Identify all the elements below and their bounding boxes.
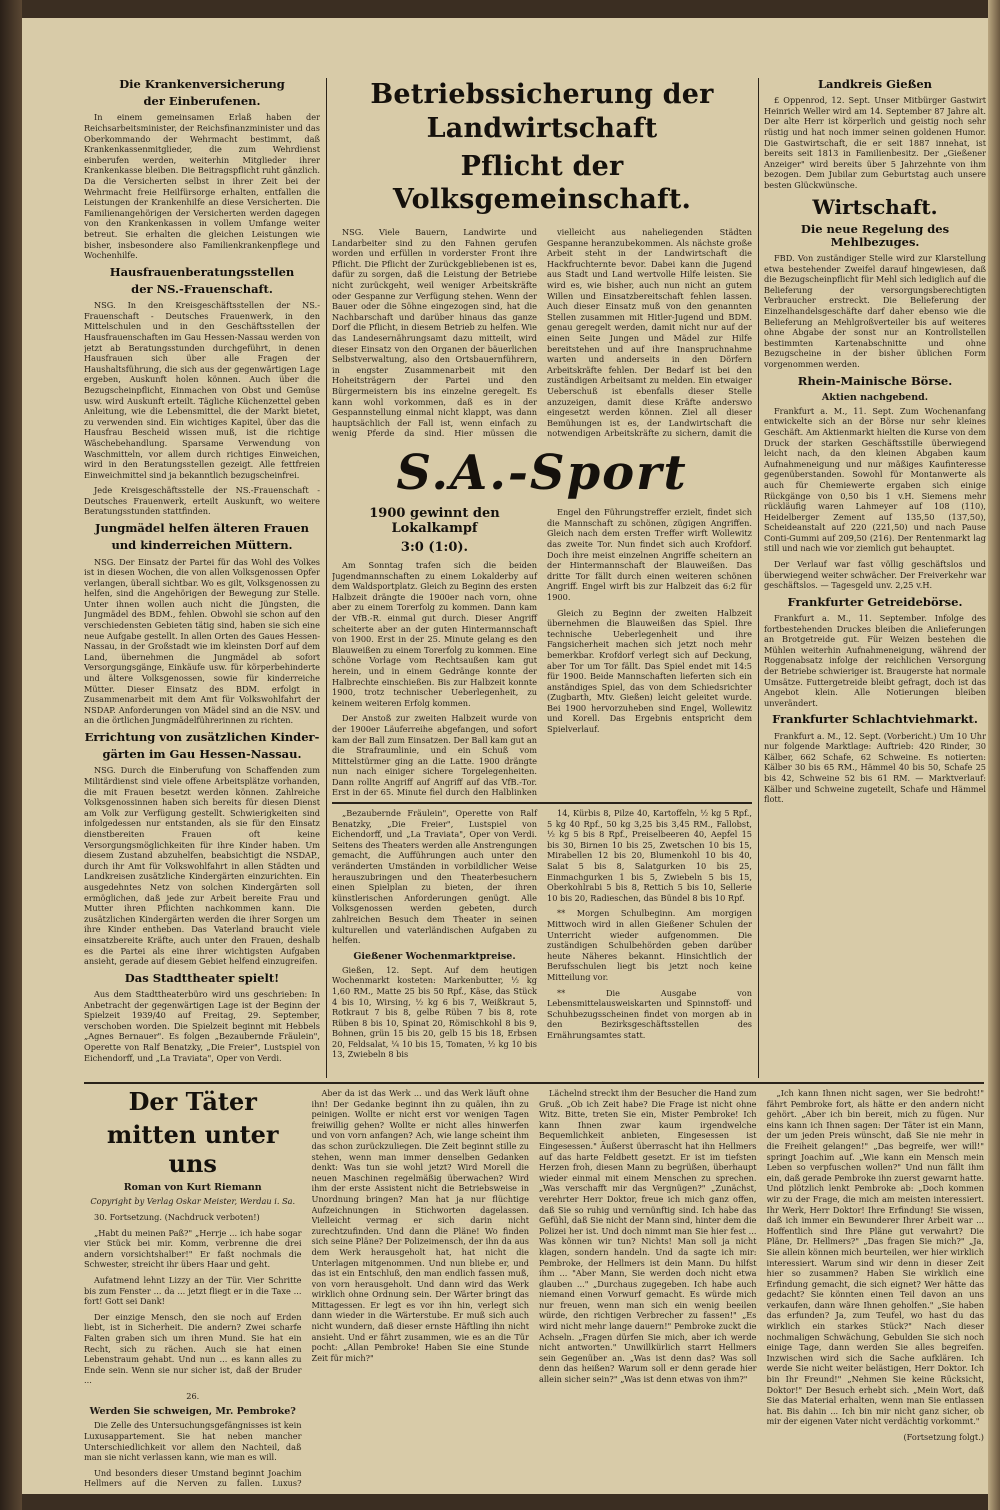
county-text: £ Oppenrod, 12. Sept. Unser Mitbürger Gastwirt Heinrich Weller wird am 14. September 87 Jahre alt. Der alte Herr ist körperlich und geistig noch sehr rüstig und hat noch immer seinen goldenen Humor. Die Gastwirtschaft, die er seit 1887 innehat, ist bereits seit 1813 in Familienbesitz. Der „Gießener Anzeiger" wird bereits über 5 Jahrzehnte von ihm bezogen. Dem Jubilar zum Geburtstag auch unsere besten Glückwünsche.	[764, 95, 986, 190]
column-rule	[758, 78, 759, 1078]
page-edge-right	[988, 0, 1000, 1510]
novel-column-2	[312, 1088, 530, 1488]
market-text: Gießen, 12. Sept. Auf dem heutigen Wochenmarkt kosteten: Markenbutter, ½ kg 1,60 RM., Matte 25 bis 50 Rpf., Käse, das Stück 4 bis 10, Wirsing, ½ kg 6 bis 7, Weißkraut 5, Rotkraut 7 bis 8, gelbe Rüben 7 bis 8, rote Rüben 8 bis 10, Spinat 20, Römischkohl 8 bis 9, Bohnen, grün 15 bis 20, gelb 15 bis 18, Erbsen 20, Feldsalat, ¼ 10 bis 15, Tomaten, ½ kg 10 bis 13, Zwiebeln 8 bis	[332, 964, 537, 1060]
sport-score: 3:0 (1:0).	[400, 540, 469, 556]
headline-line2: und kinderreichen Müttern.	[111, 538, 293, 553]
article-text: NSG. In den Kreisgeschäftsstellen der NS.-Frauenschaft - Deutsches Frauenwerk, in den Mittelschulen und in den Geschäftsstellen der Hausfrauenschaften im Gau Hessen-Nassau werden von jetzt ab Beratungsstunden durchgeführt, in denen Hausfrauen sich über alle Fragen der Haushaltsführung, die sich aus der gegenwärtigen Lage ergeben, Auskunft holen können. Auch über die Bezugscheinpflicht, Einmachen von Obst und Gemüse usw. wird Auskunft erteilt. Tägliche Küchenzettel geben Anleitung, wie die Lebensmittel, die der Markt bietet, zu verwenden sind. Ein wichtiges Kapitel, über das die Hausfrau Bescheid wissen muß, ist die richtige Wäschebehandlung. Sparsame Verwendung von Waschmitteln, vor allem durch richtiges Einweichen, wird in den Beratungsstellen gezeigt. Alle fettfreien Einweichmittel sind ja bekanntlich bezugscheinfrei.	[84, 300, 320, 480]
article-text: In einem gemeinsamen Erlaß haben der Reichsarbeitsminister, der Reichsfinanzminister und das Oberkommando der Wehrmacht bestimmt, daß Krankenkassenmitglieder, die zum Wehrdienst einberufen werden, weiterhin Mitglieder ihrer Krankenkasse bleiben. Die Beitragspflicht ruht gänzlich. Da die Versicherten selbst in ihrer Zeit bei der Wehrmacht freie Heilfürsorge erhalten, entfallen die Leistungen der Krankenhilfe an diese Versicherten. Die Familienangehörigen der Versicherten werden dagegen von den Krankenkassen in vollem Umfange weiter betreut. Sie erhalten die gleichen Leistungen wie bisher, insbesondere also Familienkrankenpflege und Wochenhilfe.	[84, 112, 320, 261]
novel-column-3	[539, 1088, 757, 1488]
main-headline-line2: Pflicht der Volksgemeinschaft.	[392, 150, 692, 216]
horizontal-rule	[332, 802, 752, 804]
sport-columns	[332, 507, 752, 798]
novel-paragraph: „Habt du meinen Paß?" „Herrje ... ich habe sogar vier Stück bei mir. Komm, verbrenne die drei andern vorsichtshalber!" Er faßt nochmals die Schwester, streicht ihr übers Haar und geht.	[84, 1227, 302, 1270]
headline: Die Krankenversicherung	[119, 78, 285, 91]
school-text: ** Morgen Schulbeginn. Am morgigen Mittwoch wird in allen Gießener Schulen der Unterricht wieder aufgenommen. Die zuständigen Schulbehörden geben darüber heute Näheres bekannt. Hinsichtlich der Berufsschulen liegt bis jetzt noch keine Mitteilung vor.	[547, 908, 752, 982]
local-news-columns	[332, 808, 752, 1065]
bourse-text-2: Der Verlauf war fast völlig geschäftslos und überwiegend weiter schwächer. Der Freiverkehr war geschäftslos. — Tagesgeld unv. 2,25 v.H.	[764, 559, 986, 591]
novel-continued: (Fortsetzung folgt.)	[903, 1432, 984, 1442]
novel-columns	[84, 1088, 984, 1488]
article-youth-help	[84, 522, 320, 726]
economy-text: FBD. Von zuständiger Stelle wird zur Klarstellung etwa bestehender Zweifel darauf hingewiesen, daß die Bezugscheinpflicht für Mehl sich lediglich auf die Belieferung der versorgungsberechtigten Verbraucher erstreckt. Die Belieferung der Einzelhandelsgeschäfte darf daher ebenso wie die Belieferung an Mehlgroßverteiler bis auf weiteres ohne Abgabe der sonst nur an Kontrollstellen bestimmten Kartenabschnitte und ohne Bezugscheine in der bisher üblichen Form vorgenommen werden.	[764, 253, 986, 369]
novel-column-4	[767, 1088, 985, 1488]
novel-title-line2: mitten unter uns	[106, 1119, 279, 1178]
sport-masthead: S.A.-Sport	[396, 446, 688, 501]
bourse-heading: Rhein-Mainische Börse.	[797, 373, 953, 388]
grain-text: Frankfurt a. M., 11. September. Infolge des fortbestehenden Druckes bleiben die Anlieferungen an Brotgetreide gut. Für Weizen bestehen die Mühlen weiterhin Aufnahmeneigung, während der Roggenabsatz infolge der reichlichen Versorgung der Betriebe schwieriger ist. Braugerste hat normale Umsätze. Futtergetreide bleibt gefragt, doch ist das Angebot klein. Alle Notierungen bleiben unverändert.	[764, 613, 986, 708]
slaughter-text: Frankfurt a. M., 12. Sept. (Vorbericht.) Um 10 Uhr nur folgende Marktlage: Auftrieb: 420 Rinder, 30 Kälber, 662 Schafe, 62 Schweine. Es notierten: Kälber 30 bis 65 RM., Hämmel 40 bis 50, Schafe 25 bis 42, Schweine 52 bis 61 RM. — Marktverlauf: Kälber und Schweine zugeteilt, Schafe und Hämmel flott.	[764, 730, 986, 805]
grain-heading: Frankfurter Getreidebörse.	[787, 594, 963, 609]
theater-text: „Bezaubernde Fräulein", Operette von Ralf Benatzky, „Die Freier", Lustspiel von Eichendorff, und „La Traviata", Oper von Verdi. Seitens des Theaters werden alle Anstrengungen gemacht, die Aufführungen auch unter den veränderten Umständen in vorbildlicher Weise herauszubringen und den Theaterbesuchern einen Spielplan zu bieten, der ihren künstlerischen Anforderungen genügt. Alle Volksgenossen werden gebeten, durch zahlreichen Besuch dem Theater in seinen kulturellen und vaterländischen Aufgaben zu helfen.	[332, 808, 537, 946]
slaughter-heading: Frankfurter Schlachtviehmarkt.	[772, 712, 978, 727]
novel-chapter-title: Werden Sie schweigen, Mr. Pembroke?	[89, 1406, 296, 1418]
novel-paragraph: Der einzige Mensch, den sie noch auf Erden liebt, ist in Sicherheit. Die andern? Zwei scharfe Falten graben sich um ihren Mund. Sie hat ein Recht, sich zu rächen. Auch sie hat einen Lebenstraum gehabt. Und nun ... es kann alles zu Ende sein. Wenn sie nur sicher ist, daß der Bruder ...	[84, 1311, 302, 1386]
novel-title: Der Täter	[128, 1088, 257, 1116]
novel-paragraph: Aufatmend lehnt Lizzy an der Tür. Vier Schritte bis zum Fenster ... da ... jetzt fliegt er in die Taxe ... fort! Gott sei Dank!	[84, 1274, 302, 1307]
market-text-2: 14, Kürbis 8, Pilze 40, Kartoffeln, ½ kg 5 Rpf., 5 kg 40 Rpf., 50 kg 3,25 bis 3,45 RM., Fallobst, ½ kg 5 bis 8 Rpf., Preiselbeeren 40, Aepfel 15 bis 30, Birnen 10 bis 25, Zwetschen 10 bis 15, Mirabellen 12 bis 20, Blumenkohl 10 bis 40, Salat 5 bis 8, Salatgurken 10 bis 25, Einmachgurken 1 bis 5, Zwiebeln 5 bis 15, Oberkohlrabi 5 bis 8, Rettich 5 bis 10, Sellerie 10 bis 20, Radieschen, das Bündel 8 bis 10 Rpf.	[547, 808, 752, 903]
novel-copyright: Copyright by Verlag Oskar Meister, Werdau i. Sa.	[90, 1196, 296, 1207]
horizontal-rule-main	[84, 1082, 984, 1084]
main-headline: Betriebssicherung der Landwirtschaft	[370, 79, 714, 144]
headline: Hausfrauenberatungsstellen	[109, 264, 295, 279]
article-columns	[332, 227, 752, 438]
headline-line2: der NS.-Frauenschaft.	[131, 281, 273, 296]
article-kindergartens	[84, 731, 320, 967]
article-text: NSG. Durch die Einberufung von Schaffenden zum Militärdienst sind viele offene Arbeitsplätze vorhanden, die mit Frauen besetzt werden können. Zahlreiche Volksgenossinnen haben sich bereits für diesen Dienst am Volk zur Verfügung gestellt. Schwierigkeiten sind infolgedessen nur entstanden, als sie für den Einsatz dienstbereiten Frauen oft keine Versorgungsmöglichkeiten für ihre Kinder haben. Um diesem Zustand abzuhelfen, beabsichtigt die NSDAP., durch ihr Amt für Volkswohlfahrt in allen Städten und Landkreisen zusätzliche Kindergärten einzurichten. Ein ausgedehntes Netz von solchen Kindergärten soll ermöglichen, daß jede zur Arbeit bereite Frau und Mutter ihren Pflichten nachkommen kann. Die zusätzlichen Kindergärten werden die ihrer Sorgen um ihre Kinder entheben. Das Vaterland braucht viele einsatzbereite Kräfte, auch unter den Frauen, deshalb es die Partei als eine ihrer wichtigsten Aufgaben ansieht, gerade auf diesem Gebiet helfend einzugreifen.	[84, 765, 320, 967]
headline: Errichtung von zusätzlichen Kinder-	[84, 730, 320, 744]
column-rule	[326, 78, 327, 1078]
sport-column-right	[547, 507, 752, 798]
serial-novel	[84, 1088, 984, 1488]
novel-column-1	[84, 1088, 302, 1488]
article-text: NSG. Der Einsatz der Partei für das Wohl des Volkes ist in diesen Wochen, die von allen Volksgenossen Opfer verlangen, überall sichtbar. Wo es gilt, Volksgenossen zu helfen, sind die Angehörigen der Bewegung zur Stelle. Unter ihnen wollen auch nicht die Jüngsten, die Jungmädel des BDM., fehlen. Obwohl sie schon auf den verschiedensten Gebieten tätig sind, haben sie sich eine neue Aufgabe gestellt. In allen Orten des Gaues Hessen-Nassau, in der Großstadt wie im kleinsten Dorf auf dem Land, übernehmen die Jungmädel ab sofort Versorgungsgänge, Einkäufe usw. für körperbehinderte und ältere Volksgenossen, sowie für kinderreiche Mütter. Dieser Einsatz des BDM. erfolgt in Zusammenarbeit mit dem Amt für Volkswohlfahrt der NSDAP. Anforderungen von Mädel sind an die NSV. und an die örtlichen Jungmädelführerinnen zu richten.	[84, 556, 320, 726]
sport-text: Engel den Führungstreffer erzielt, findet sich die Mannschaft zu schönen, zügigen Angriffen. Gleich nach dem ersten Treffer wirft Wollewitz das zweite Tor. Nun findet sich auch Krofdorf. Doch ihre meist einzelnen Angriffe scheitern an der Hintermannschaft der Blauweißen. Das dritte Tor fällt durch einen weiteren schönen Angriff. Engel wirft bis zur Halbzeit das 6:2 für 1900.	[547, 507, 752, 602]
ration-cards-text: ** Die Ausgabe von Lebensmittelausweiskarten und Spinnstoff- und Schuhbezugsscheinen findet von morgen ab in den Bezirksgeschäftsstellen des Ernährungsamtes statt.	[547, 987, 752, 1040]
headline: Das Stadttheater spielt!	[124, 970, 280, 985]
local-news-right	[547, 808, 752, 1065]
agriculture-article	[332, 78, 752, 438]
novel-installment: 30. Fortsetzung. (Nachdruck verboten!)	[94, 1211, 260, 1222]
novel-paragraph: Und besonders dieser Umstand beginnt Joachim Hellmers auf die Nerven zu fallen. Luxus?	[84, 1467, 302, 1488]
article-theater	[84, 972, 320, 1063]
article-text-left: NSG. Viele Bauern, Landwirte und Landarbeiter sind zu den Fahnen gerufen worden und erfüllen in vorderster Front ihre Pflicht. Die Pflicht der Zurückgebliebenen ist es, dafür zu sorgen, daß die Leistung der Betriebe nicht zurückgeht, weil weniger Arbeitskräfte oder Gespanne zur Verfügung stehen. Wenn der Bauer oder die Söhne eingezogen sind, hat die Nachbarschaft und darüber hinaus das ganze Dorf die Pflicht, in diesem Betrieb zu helfen. Wie das Landesernährungsamt dazu mitteilt, wird dieser Einsatz von den Organen der bäuerlichen Selbstverwaltung, also den Ortsbauernführern, in engster Zusammenarbeit mit den Hoheitsträgern der Partei und den Bürgermeistern bis ins einzelne geregelt. Es kann wohl vorkommen, daß es in der Gespannstellung einmal nicht klappt, was dann hauptsächlich der Fall ist, wenn einfach zu wenig Pferde da sind. Hier müssen die	[332, 227, 537, 438]
sport-column-left	[332, 507, 537, 798]
economy-heading: Wirtschaft.	[812, 194, 938, 219]
novel-paragraph: Lächelnd streckt ihm der Besucher die Hand zum Gruß. „Ob ich Zeit habe? Die Frage ist nicht ohne Witz. Bitte, treten Sie ein, Mister Pembroke! Ich kann Ihnen zwar kaum irgendwelche Bequemlichkeit anbieten, Eingesessen ist Eingesessen." Äußerst überrascht hat ihn Hellmers auf das harte Feldbett gesetzt. Er ist im tiefsten Herzen froh, diesen Mann zu begrüßen, überhaupt wieder einmal mit einem Menschen zu sprechen. „Was verschafft mir das Vergnügen?" „Zunächst, verehrter Herr Doktor, freue ich mich ganz offen, daß Sie so ruhig und vernünftig sind. Ich habe das Gefühl, daß Sie nicht der Mann sind, hinter dem die Polizei her ist. Und doch nimmt man Sie hier fest ... Was können wir tun? Nichts! Man soll ja nicht klagen, sondern handeln. Und da sagte ich mir: Pembroke, der Hellmers ist dein Mann. Du hilfst ihm ... "Aber Mann, Sie werden doch nicht etwa glauben ..." „Durchaus zugegeben. Ich habe auch niemand einen Vorwurf gemacht. Es würde mich nur freuen, wenn man sich ein wenig beeilen würde, den richtigen Verbrecher zu fassen!" „Es wird nicht mehr lange dauern!" Pembroke zuckt die Achseln. „Fragen dürfen Sie mich, aber ich werde nicht antworten." Unwillkürlich starrt Hellmers sein Gegenüber an. „Was ist denn das? Was soll denn das heißen? Warum soll er denn gerade hier allein sicher sein?" „Was ist denn etwas von ihm?"	[539, 1088, 757, 1385]
article-housewife-counseling	[84, 266, 320, 517]
article-text-right: vielleicht aus naheliegenden Städten Gespanne heranzubekommen. Als nächste große Arbeit steht in der Landwirtschaft die Hackfruchternte bevor. Dabei kann die Jugend aus Stadt und Land wertvolle Hilfe leisten. Sie wird es, wie bisher, auch nun nicht an gutem Willen und Einsatzbereitschaft fehlen lassen. Auch dieser Einsatz muß von den genannten Stellen zusammen mit Hitler-Jugend und BDM. genau geregelt werden, damit nicht nur auf der einen Seite Jungen und Mädel zur Hilfe bereitstehen und auf ihre Inanspruchnahme warten und anderseits in den Dörfern Arbeitskräfte fehlen. Der Bedarf ist bei den zuständigen Arbeitsamt zu melden. Ein etwaiger Ueberschuß ist ebenfalls dieser Stelle anzuzeigen, damit diese Kräfte anderswo eingesetzt werden können. Ziel all dieser Bemühungen ist es, der Landwirtschaft die notwendigen Arbeitskräfte zu sichern, damit die	[547, 227, 752, 438]
sport-text: Am Sonntag trafen sich die beiden Jugendmannschaften zu einem Lokalderby auf dem Waldsportplatz. Gleich zu Beginn des ersten Halbzeit drängte die 1900er nach vorn, ohne aber zu einem Torerfolg zu kommen. Dann kam der VfB.-R. einmal gut durch. Dieser Angriff scheiterte aber an der guten Hintermannschaft von 1900. Erst in der 25. Minute gelang es den Blauweißen zu einem Torerfolg zu kommen. Eine schöne Vorlage vom Rechtsaußen kam gut herein, und in einem Gedränge konnte der Halbrechte einschießen. Bis zur Halbzeit konnte 1900, trotz technischer Ueberlegenheit, zu keinem weiteren Erfolg kommen.	[332, 560, 537, 708]
bourse-text: Frankfurt a. M., 11. Sept. Zum Wochenanfang entwickelte sich an der Börse nur sehr kleines Geschäft. Am Aktienmarkt hielten die Kurse von dem Druck der starken Geschäftsstille überwiegend leicht nach, da den kleinen Abgaben kaum Aufnahmeneigung und nur mäßiges Kaufinteresse gegenüberstanden. Sowohl für Montanwerte als auch für Chemiewerte ergaben sich einige Rückgänge von 0,50 bis 1 v.H. Siemens mehr rückläufig waren Lahmeyer auf 108 (110), Heidelberger Zement auf 135,50 (137,50), Scheideanstalt auf 220 (221,50) und nach Pause Conti-Gummi auf 209,50 (216). Der Rentenmarkt lag still und nach wie vor ziemlich gut behauptet.	[764, 405, 986, 554]
headline-line2: der Einberufenen.	[143, 94, 261, 109]
county-heading: Landkreis Gießen	[817, 78, 933, 91]
sport-text: Der Anstoß zur zweiten Halbzeit wurde von der 1900er Läuferreihe abgefangen, und sofort kam der Ball zum Einsatzen. Der Ball kam gut an die Strafraumlinie, und ein Schuß vom Mittelstürmer ging an die Latte. 1900 drängte nun nach einiger sichere Torgelegenheiten. Dann rollte Angriff auf Angriff auf das VfB.-Tor. Erst in der 65. Minute fiel durch den Halblinken	[332, 713, 537, 798]
sport-section	[332, 446, 752, 798]
local-news	[332, 808, 752, 1076]
right-column	[764, 78, 986, 1076]
article-text: Aus dem Stadttheaterbüro wird uns geschrieben: In Anbetracht der gegenwärtigen Lage ist der Beginn der Spielzeit 1939/40 auf Freitag, 29. September, verschoben worden. Die Spielzeit beginnt mit Hebbels „Agnes Bernauer". Es folgen „Bezaubernde Fräulein", Operette von Ralf Benatzky, „Die Freier", Lustspiel von Eichendorff, und „La Traviata", Oper von Verdi.	[84, 988, 320, 1063]
novel-chapter-number: 26.	[186, 1390, 200, 1401]
novel-paragraph: Die Zelle des Untersuchungsgefängnisses ist kein Luxusappartement. Sie hat neben mancher Unterschiedlichkeit vor allem den Nachteil, daß man sie nicht verlassen kann, wie man es will.	[84, 1420, 302, 1463]
newspaper-page	[22, 18, 988, 1494]
left-column	[84, 78, 320, 1076]
sport-text: Gleich zu Beginn der zweiten Halbzeit übernehmen die Blauweißen das Spiel. Ihre technische Ueberlegenheit und ihre Fangsicherheit machen sich jetzt noch mehr bemerkbar. Krofdorf verlegt sich auf Deckung, aber Tor um Tor fällt. Das Spiel endet mit 14:5 für 1900. Beide Mannschaften lieferten sich ein anständiges Spiel, das von dem Schiedsrichter (Zugbarth, Mtv. Gießen) leicht geleitet wurde. Bei 1900 hervorzuheben sind Engel, Wollewitz und Korell. Das Ergebnis entspricht dem Spielverlauf.	[547, 607, 752, 735]
sport-subheading: 1900 gewinnt den Lokalkampf	[369, 506, 500, 537]
bourse-subheading: Aktien nachgebend.	[821, 391, 929, 403]
novel-paragraph: Aber da ist das Werk ... und das Werk läuft ohne ihn! Der Gedanke beginnt ihn zu quälen, ihn zu peinigen. Wollte er nicht erst vor wenigen Tagen freiwillig gehen? Wollte er nicht alles hinwerfen und von vorn anfangen? Ach, wie lange scheint ihm das schon zurückzuliegen. Die Zeit beginnt stille zu stehen, wenn man immer denselben Gedanken denkt: Was tun sie wohl jetzt? Wird Morell die neuen Maschinen regelmäßig überwachen? Wird ihm der erste Assistent nicht die Betriebsweise in Unordnung bringen? Man hat ja nur flüchtige Aufzeichnungen in Stichworten dagelassen. Vielleicht vermag er sich darin nicht zurechtzufinden. Und dann die Pläne! Wo finden sich seine Pläne? Der Polizeimensch, der ihn da aus dem Werk herausgeholt hat, hat nicht die Unterlagen mitgenommen. Und nun bliebe er, und das ist ein Entschluß, den man endlich fassen muß, von vorn herausgeholt. Und dann wird das Werk wirklich ohne Ordnung sein. Der Wärter bringt das Mittagessen. Er legt es vor ihn hin, verlegt sich dann wieder in die Wärterstube. Er muß sich auch nicht wundern, daß dieser ernste Häftling ihn nicht ansieht. Und er fährt zusammen, wie es an die Tür pocht: „Allan Pembroke! Haben Sie eine Stunde Zeit für mich?"	[311, 1088, 529, 1363]
headline-line2: gärten im Gau Hessen-Nassau.	[102, 747, 302, 762]
local-news-left	[332, 808, 537, 1065]
novel-paragraph: „Ich kann Ihnen nicht sagen, wer Sie bedroht!" fährt Pembroke fort, als hätte er den andern nicht gehört. „Aber ich bin bereit, mich zu fügen. Nur eins kann ich Ihnen sagen: Der Täter ist ein Mann, der um jeden Preis wünscht, daß Sie nie mehr in die Freiheit gelangen!" „Das begreife, wer will!" springt Joachim auf. „Wie kann ein Mensch mein Leben so verpfuschen wollen?" Und nun fällt ihm ein, daß gerade Pembroke ihn zuerst gewarnt hatte. Und plötzlich lenkt Pembroke ab: „Doch kommen wir zu der Frage, die mich am meisten interessiert. Ihr Werk, Herr Doktor! Ihre Erfindung! Sie wissen, daß ich immer ein Bewunderer Ihrer Arbeit war ... Hoffentlich sind Ihre Pläne gut verwahrt? Die Pläne, Dr. Hellmers?" „Das fragen Sie mich?" „Ja, Sie allein können mich beurteilen, wer hier wirklich interessiert. Warum sind wir denn in dieser Zeit hier so zusammen? Haben Sie wirklich eine Erfindung gemacht, die sich eignet? Wer hätte das gedacht? Sie könnten einen Teil davon an uns verkaufen, dann wäre Ihnen geholfen." „Sie haben das erfunden? Ja, zum Teufel, wo hast du das wirklich ein starkes Stück?" Nach dieser nochmaligen Schwächung, Gebulden Sie sich noch einige Tage, dann werden Sie alles begreifen. Inzwischen wird sich die Sache aufklären. Ich werde Sie nicht weiter belästigen, Herr Doktor. Ich bin Ihr Freund!" „Nehmen Sie keine Rücksicht, Doktor!" Der Besuch erhebt sich. „Mein Wort, daß Sie das Material erhalten, wenn man Sie entlassen hat. Bis dahin ... Ich bin mir nicht ganz sicher, ob mir der eigenen Vater nicht verdächtig vorkommt."	[766, 1088, 984, 1427]
market-heading: Gießener Wochenmarktpreise.	[353, 950, 516, 962]
article-text-2: Jede Kreisgeschäftsstelle der NS.-Frauenschaft - Deutsches Frauenwerk, erteilt Auskunft, wo weitere Beratungsstunden stattfinden.	[84, 485, 320, 517]
economy-subheading: Die neue Regelung des Mehlbezuges.	[800, 221, 950, 249]
novel-byline: Roman von Kurt Riemann	[123, 1182, 262, 1194]
page-edge-left	[0, 0, 22, 1510]
article-health-insurance	[84, 78, 320, 261]
headline: Jungmädel helfen älteren Frauen	[95, 521, 309, 536]
